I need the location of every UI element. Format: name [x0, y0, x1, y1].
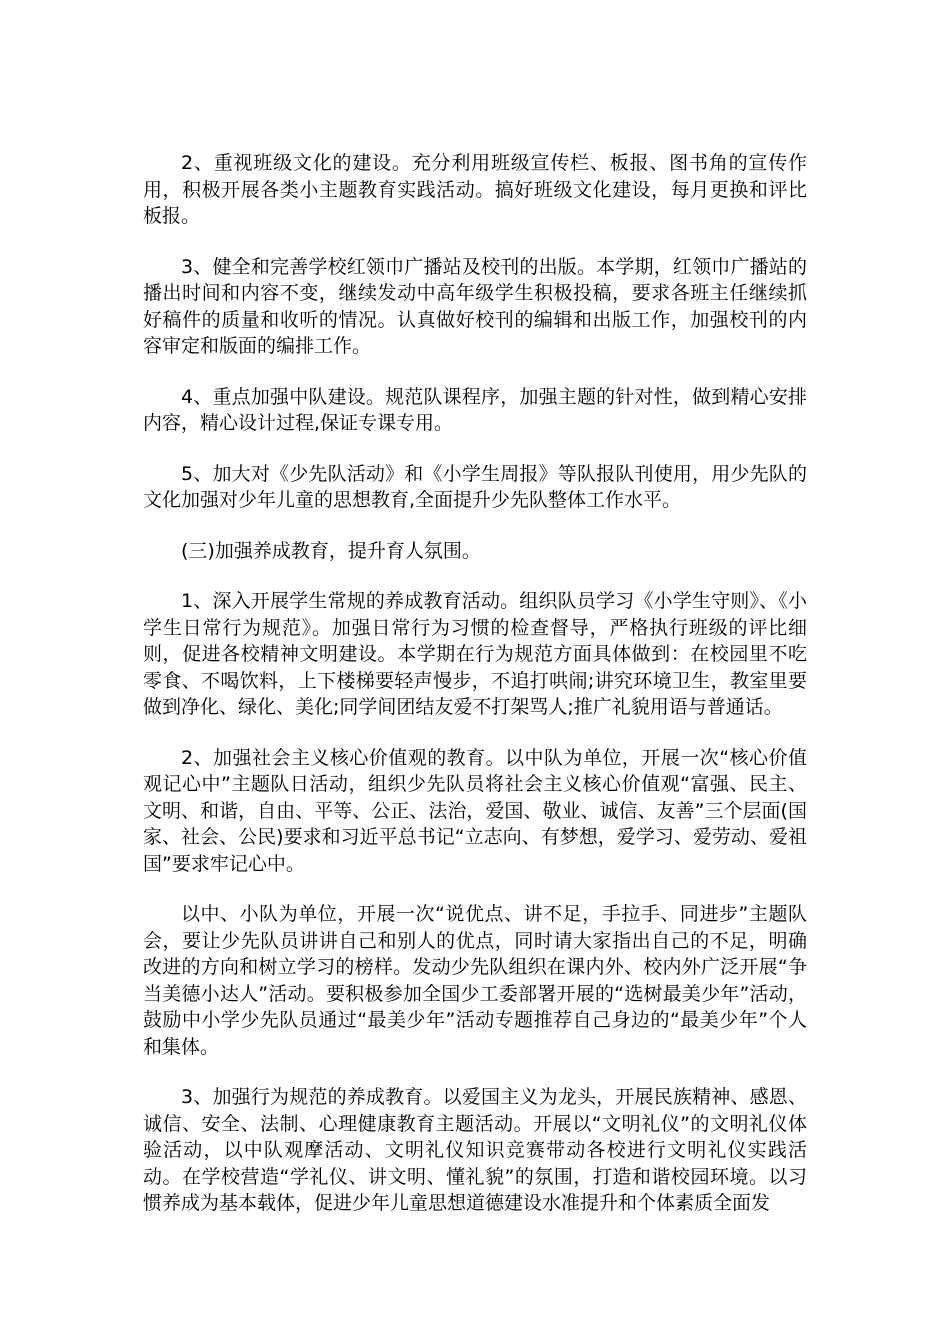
paragraph-radio-station: 3、健全和完善学校红领巾广播站及校刊的出版。本学期，红领巾广播站的播出时间和内容不变，继续发动中高年级学生积极投稿，要求各班主任继续抓好稿件的质量和收听的情况。认真做好校刊的编辑和出版工作，加强校刊的内容审定和版面的编排工作。 — [143, 255, 807, 357]
paragraph-behavior-norms: 3、加强行为规范的养成教育。以爱国主义为龙头，开展民族精神、感恩、诚信、安全、法制、心理健康教育主题活动。开展以“文明礼仪”的文明礼仪体验活动，以中队观摩活动、文明礼仪知识竞赛带动各校进行文明礼仪实践活动。在学校营造“学礼仪、讲文明、懂礼貌”的氛围，打造和谐校园环境。以习惯养成为基本载体，促进少年儿童思想道德建设水准提升和个体素质全面发 — [143, 1086, 807, 1214]
paragraph-core-values: 2、加强社会主义核心价值观的教育。以中队为单位，开展一次“核心价值观记心中”主题队日活动，组织少先队员将社会主义核心价值观“富强、民主、文明、和谐，自由、平等、公正、法治，爱国、敬业、诚信、友善”三个层面(国家、社会、公民)要求和习近平总书记“立志向、有梦想，爱学习、爱劳动、爱祖国”要求牢记心中。 — [143, 746, 807, 875]
paragraph-class-culture: 2、重视班级文化的建设。充分利用班级宣传栏、板报、图书角的宣传作用，积极开展各类小主题教育实践活动。搞好班级文化建设，每月更换和评比板报。 — [143, 152, 807, 227]
paragraph-team-meeting: 以中、小队为单位，开展一次“说优点、讲不足，手拉手、同进步”主题队会，要让少先队员讲讲自己和别人的优点，同时请大家指出自己的不足，明确改进的方向和树立学习的榜样。发动少先队组织在课内外、校内外广泛开展“争当美德小达人”活动。要积极参加全国少工委部署开展的“选树最美少年”活动，鼓励中小学少先队员通过“最美少年”活动专题推荐自己身边的“最美少年”个人和集体。 — [143, 903, 807, 1058]
document-body — [143, 150, 807, 1241]
paragraph-squadron-building: 4、重点加强中队建设。规范队课程序，加强主题的针对性，做到精心安排内容，精心设计过程,保证专课专用。 — [143, 385, 807, 434]
paragraph-routine-education: 1、深入开展学生常规的养成教育活动。组织队员学习《小学生守则》、《小学生日常行为规范》。加强日常行为习惯的检查督导，严格执行班级的评比细则，促进各校精神文明建设。本学期在行为规范方面具体做到：在校园里不吃零食、不喝饮料，上下楼梯要轻声慢步，不追打哄闹;讲究环境卫生，教室里要做到净化、绿化、美化;同学间团结友爱不打架骂人;推广礼貌用语与普通话。 — [143, 590, 807, 718]
paragraph-publications: 5、加大对《少先队活动》和《小学生周报》等队报队刊使用，用少先队的文化加强对少年儿童的思想教育,全面提升少先队整体工作水平。 — [143, 462, 807, 511]
section-heading-habit-education: (三)加强养成教育，提升育人氛围。 — [181, 539, 481, 562]
